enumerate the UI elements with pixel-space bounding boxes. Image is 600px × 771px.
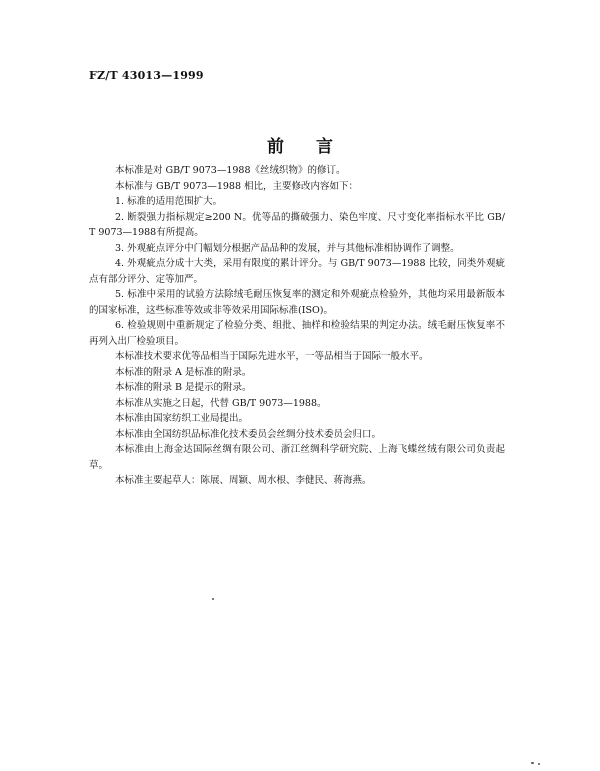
- paragraph: 本标准技术要求优等品相当于国际先进水平，一等品相当于国际一般水平。: [115, 351, 429, 362]
- paragraph: 本标准由国家纺织工业局提出。: [115, 413, 249, 424]
- paragraph: 5. 标准中采用的试验方法除绒毛耐压恢复率的测定和外观疵点检验外，其他均采用最新版本的国家标准，这些标准等效或非等效采用国际标准(ISO)。: [89, 289, 505, 316]
- foreword-body: [89, 163, 505, 489]
- document-code: FZ/T 43013—1999: [89, 69, 204, 82]
- paragraph: 本标准主要起草人：陈展、周颖、周水根、李健民、蒋海燕。: [115, 475, 372, 486]
- paragraph: 3. 外观疵点评分中门幅划分根据产品品种的发展，并与其他标准相协调作了调整。: [115, 242, 460, 254]
- paragraph: 6. 检验规则中重新规定了检验分类、组批、抽样和检验结果的判定办法。绒毛耐压恢复率不再列入出厂检验项目。: [89, 320, 505, 347]
- paragraph: 本标准的附录 B 是提示的附录。: [115, 382, 252, 393]
- scan-speck: [538, 763, 540, 765]
- page-title: 前言: [267, 137, 365, 157]
- paragraph: 本标准的附录 A 是标准的附录。: [115, 366, 252, 378]
- paragraph: 1. 标准的适用范围扩大。: [115, 196, 223, 207]
- paragraph: 4. 外观疵点分成十大类，采用有限度的累计评分。与 GB/T 9073—1988 比较，同类外观疵点有部分评分、定等加严。: [89, 258, 505, 285]
- scan-speck: [531, 762, 534, 764]
- paragraph: 2. 断裂强力指标规定≥200 N。优等品的撕破强力、染色牢度、尺寸变化率指标水平比 GB/T 9073—1988有所提高。: [89, 211, 505, 238]
- paragraph: 本标准由上海金达国际丝绸有限公司、浙江丝绸科学研究院、上海飞蝶丝绒有限公司负责起草。: [89, 444, 505, 471]
- paragraph: 本标准是对 GB/T 9073—1988《丝绒织物》的修订。: [115, 165, 346, 176]
- paragraph: 本标准与 GB/T 9073—1988 相比，主要修改内容如下：: [115, 180, 359, 192]
- paragraph: 本标准由全国纺织品标准化技术委员会丝绸分技术委员会归口。: [115, 428, 382, 440]
- scan-speck: [212, 598, 214, 600]
- paragraph: 本标准从实施之日起，代替 GB/T 9073—1988。: [115, 397, 327, 409]
